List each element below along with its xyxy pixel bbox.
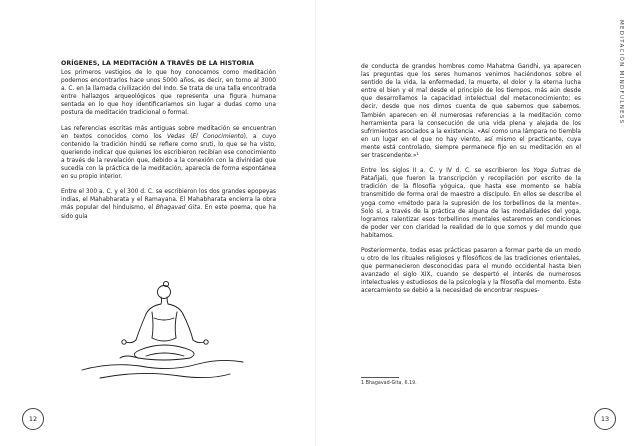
- text-run: ), a cuyo contenido la tradición hindú se refiere como sruti, lo que se ha visto, queriendo indicar que quienes los escribieron recibían ese conocimiento a través de la revelación que, debido a la conexión con la divinidad que sucedía con la práctica de la meditación, aparecía de forma espontánea en su propio interior.: [61, 133, 277, 181]
- right-text-column: [361, 63, 581, 303]
- section-heading: ORÍGENES, LA MEDITACIÓN A TRAVÉS DE LA HISTORIA: [61, 60, 254, 67]
- text-run: (: [184, 133, 193, 140]
- footnote: 1 Bhagavad-Gita, 6.19.: [361, 381, 417, 386]
- italic-run: El Conocimiento: [192, 133, 244, 140]
- footnote-rule: [361, 377, 399, 378]
- paragraph: [61, 188, 276, 220]
- page-number-badge: [22, 408, 44, 430]
- text-run: Entre el 300 a. C. y el 300 d. C. se escribieron los dos grandes epopeyas indias, el Mahabharata y el Ramayana. El Mahabharata encierra la obra más popular del hinduismo, el: [61, 189, 276, 212]
- text-run: Entre los siglos II a. C. y IV d. C. se escribieron los: [361, 168, 534, 175]
- italic-run: Bhagavad Gita: [155, 205, 201, 212]
- text-run: de Patañjali, que fueron la transcripción y recopilación por escrito de la tradición de la filosofía yóguica, que hasta ese momento se había transmitido de forma oral de maestro a discípulo. En ellos se describe el yoga como «método para la supresión de los torbellinos de la mente». Solo si, a través de la práctica de alguna de las modalidades del yoga, logramos ralentizar esos torbellinos mentales estaremos en condiciones de poder ver con claridad la realidad de lo que somos y del mundo que habitamos.: [361, 168, 581, 239]
- left-text-column: [61, 60, 276, 228]
- italic-run: Vedas: [167, 133, 185, 140]
- text-run: Las referencias escritas más antiguas sobre meditación se encuentran en textos conocidos como los: [61, 125, 276, 140]
- paragraph: Posteriormente, todas esas prácticas pasaron a formar parte de un modo u otro de los rituales religiosos y filosóficos de las tradiciones orientales, que permanecieron desconocidas para el mundo occidental hasta bien avanzado el siglo XIX, cuando se despertó el interés de numerosos intelectuales y estudiosos de la psicología y la filosofía del momento. Este acercamiento se debió a la necesidad de encontrar respues-: [361, 247, 581, 295]
- meditation-figure-illustration: [80, 278, 245, 388]
- right-page: [316, 0, 633, 446]
- text-run: . En este poema, que ha sido guía: [61, 205, 277, 220]
- page-number-badge: [594, 408, 616, 430]
- paragraph: [61, 125, 276, 182]
- paragraph: Los primeros vestigios de lo que hoy conocemos como meditación podemos encontrarlos hace unos 5000 años, es decir, en torno al 3000 a. C. en la llamada civilización del Indo. Se trata de una talla encontrada entre hallazgos arqueológicos que representa una figura humana sentada en lo que hoy identificaríamos sin lugar a dudas como una postura de meditación tradicional o formal.: [61, 70, 276, 117]
- page-number: 12: [28, 415, 38, 423]
- left-page: [0, 0, 316, 446]
- paragraph: de conducta de grandes hombres como Mahatma Gandhi, ya aparecen las preguntas que los seres humanos venimos haciéndonos sobre el sentido de la vida, la enfermedad, la muerte, el dolor y la eterna lucha entre el bien y el mal desde el principio de los tiempos, más aún desde que desarrollamos la capacidad intelectual del metaconocimiento; es decir, desde que nos dimos cuenta de que sabemos que sabemos. También aparecen en él numerosas referencias a la meditación como herramienta para la consecución de una vida plena y alejada de los sufrimientos asociados a la existencia. «Así como una lámpara no tiembla en un lugar en el que no hay viento, así mismo el practicante, cuya mente está controlado, siempre permanece fijo en su meditación en el ser trascendente.»¹: [361, 64, 581, 160]
- page-number: 13: [600, 415, 610, 423]
- italic-run: Yoga Sutras: [533, 168, 570, 175]
- running-title: MEDITACIÓN MINDFULNESS: [618, 20, 624, 125]
- paragraph: [361, 167, 581, 240]
